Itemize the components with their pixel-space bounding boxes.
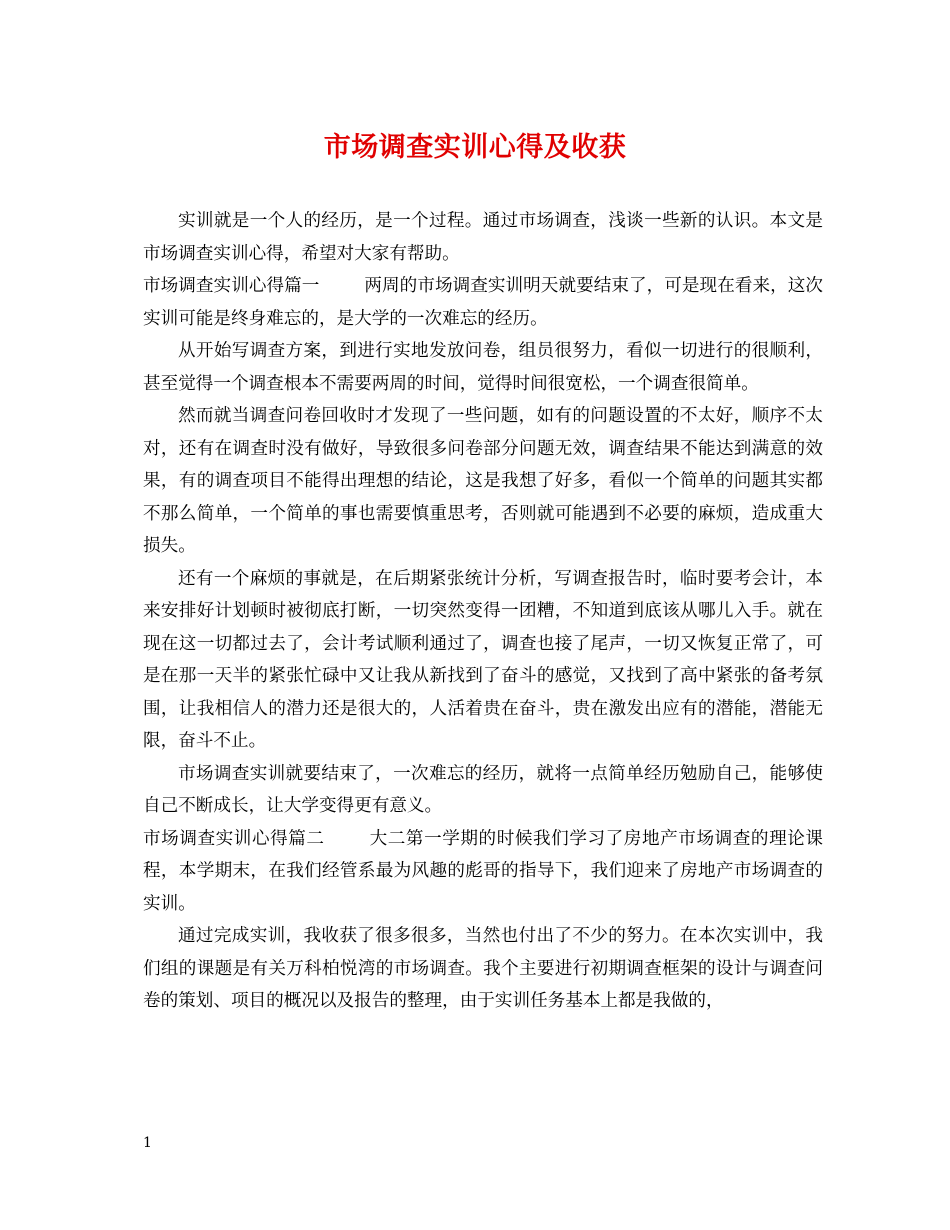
paragraph-intro: 实训就是一个人的经历，是一个过程。通过市场调查，浅谈一些新的认识。本文是市场调查实训心得，希望对大家有帮助。 [143, 211, 823, 264]
paragraph-3: 然而就当调查问卷回收时才发现了一些问题，如有的问题设置的不太好，顺序不太对，还有在调查时没有做好，导致很多问卷部分问题无效，调查结果不能达到满意的效果，有的调查项目不能得出理想的结论，这是我想了好多，看似一个简单的问题其实都不那么简单，一个简单的事也需要慎重思考，否则就可能遇到不必要的麻烦，造成重大损失。 [143, 406, 823, 556]
section-two-heading: 市场调查实训心得篇二 [143, 828, 325, 849]
document-title: 市场调查实训心得及收获 [323, 132, 627, 163]
paragraph-section-one [143, 270, 823, 335]
paragraph-2: 从开始写调查方案，到进行实地发放问卷，组员很努力，看似一切进行的很顺利，甚至觉得一个调查根本不需要两周的时间，觉得时间很宽松，一个调查很简单。 [143, 341, 823, 394]
section-two-text: 大二第一学期的时候我们学习了房地产市场调查的理论课程，本学期末，在我们经管系最为风趣的彪哥的指导下，我们迎来了房地产市场调查的实训。 [143, 828, 823, 914]
section-one-text: 两周的市场调查实训明天就要结束了，可是现在看来，这次实训可能是终身难忘的，是大学的一次难忘的经历。 [143, 276, 823, 329]
paragraph-5: 市场调查实训就要结束了，一次难忘的经历，就将一点简单经历勉励自己，能够使自己不断成长，让大学变得更有意义。 [143, 763, 823, 816]
paragraph-4: 还有一个麻烦的事就是，在后期紧张统计分析，写调查报告时，临时要考会计，本来安排好计划顿时被彻底打断，一切突然变得一团糟，不知道到底该从哪儿入手。就在现在这一切都过去了，会计考试顺利通过了，调查也接了尾声，一切又恢复正常了，可是在那一天半的紧张忙碌中又让我从新找到了奋斗的感觉，又找到了高中紧张的备考氛围，让我相信人的潜力还是很大的，人活着贵在奋斗，贵在激发出应有的潜能，潜能无限，奋斗不止。 [143, 568, 823, 751]
paragraph-7: 通过完成实训，我收获了很多很多，当然也付出了不少的努力。在本次实训中，我们组的课题是有关万科柏悦湾的市场调查。我个主要进行初期调查框架的设计与调查问卷的策划、项目的概况以及报告的整理，由于实训任务基本上都是我做的， [143, 926, 823, 1011]
section-one-heading: 市场调查实训心得篇一 [143, 276, 320, 296]
paragraph-section-two [143, 823, 823, 921]
page-number: 1 [143, 1135, 152, 1151]
document-body [143, 205, 823, 1018]
